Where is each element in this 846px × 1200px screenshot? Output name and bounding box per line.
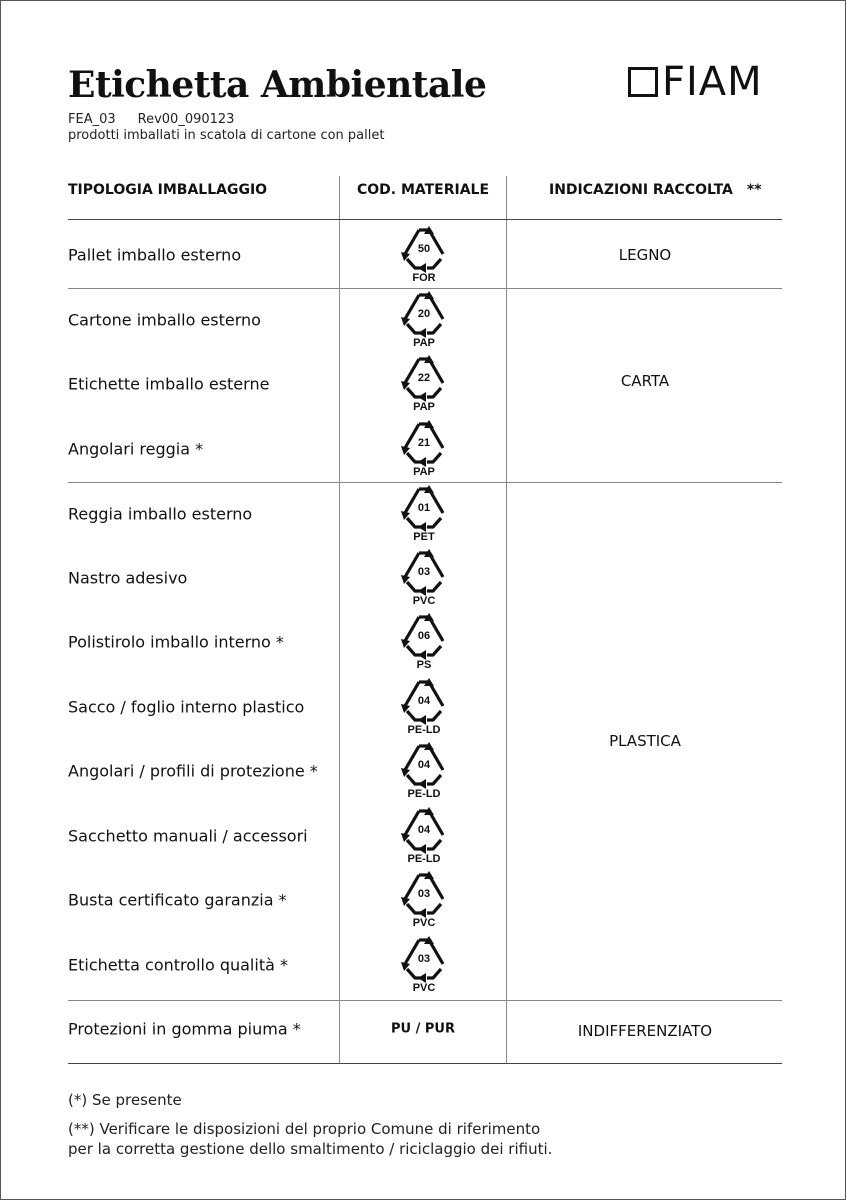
group-divider-plastica — [68, 1000, 782, 1001]
page-subtitle: prodotti imballati in scatola di cartone con pallet — [68, 128, 385, 143]
note-if-present: (*) Se presente — [68, 1091, 182, 1109]
row-label: Nastro adesivo — [68, 568, 188, 588]
recycling-material: PE-LD — [407, 724, 441, 736]
row-label: Cartone imballo esterno — [68, 310, 261, 330]
row-label: Sacco / foglio interno plastico — [68, 697, 305, 717]
logo-square-icon — [628, 67, 658, 97]
column-header-collection-label: INDICAZIONI RACCOLTA — [549, 182, 733, 198]
collection-legno: LEGNO — [618, 246, 672, 264]
recycling-symbol-icon — [397, 676, 451, 736]
row-label: Pallet imballo esterno — [68, 245, 242, 265]
recycling-material: FOR — [412, 272, 436, 284]
column-header-material: COD. MATERIALE — [356, 182, 490, 198]
column-header-collection-mark: ** — [746, 182, 762, 198]
row-label: Angolari / profili di protezione * — [68, 761, 318, 781]
recycling-code: 04 — [417, 824, 431, 836]
recycling-symbol-icon — [397, 353, 451, 413]
row-label: Reggia imballo esterno — [68, 504, 253, 524]
note-disposal-line1: (**) Verificare le disposizioni del proprio Comune di riferimento — [68, 1120, 541, 1138]
recycling-material: PAP — [413, 337, 435, 349]
recycling-material: PVC — [412, 917, 436, 929]
recycling-code: 04 — [417, 695, 431, 707]
brand-logo — [628, 59, 763, 105]
recycling-symbol-icon — [397, 740, 451, 800]
row-label: Angolari reggia * — [68, 439, 204, 459]
recycling-code: 03 — [417, 566, 431, 578]
collection-carta: CARTA — [620, 372, 670, 390]
recycling-code: 01 — [417, 502, 431, 514]
note-disposal-line2: per la corretta gestione dello smaltimento / riciclaggio dei rifiuti. — [68, 1140, 553, 1158]
recycling-code: 03 — [417, 953, 431, 965]
recycling-material: PVC — [412, 595, 436, 607]
recycling-code: 06 — [417, 630, 431, 642]
row-label: Busta certificato garanzia * — [68, 890, 287, 910]
recycling-code: 50 — [417, 243, 431, 255]
row-label: Protezioni in gomma piuma * — [68, 1019, 301, 1039]
revision-label: Rev00_090123 — [137, 112, 235, 127]
recycling-code: 22 — [417, 372, 431, 384]
recycling-code: 20 — [417, 308, 431, 320]
recycling-symbol-icon — [397, 805, 451, 865]
collection-plastica: PLASTICA — [609, 732, 681, 750]
column-header-type: TIPOLOGIA IMBALLAGGIO — [68, 182, 268, 198]
column-divider-2 — [506, 176, 507, 1063]
recycling-material: PE-LD — [407, 788, 441, 800]
recycling-symbol-icon — [397, 934, 451, 994]
collection-indifferenziato: INDIFFERENZIATO — [577, 1022, 713, 1040]
recycling-symbol-icon — [397, 483, 451, 543]
recycling-symbol-icon — [397, 289, 451, 349]
recycling-material: PAP — [413, 401, 435, 413]
recycling-symbol-icon — [397, 547, 451, 607]
row-label: Etichetta controllo qualità * — [68, 955, 288, 975]
recycling-symbol-icon — [397, 869, 451, 929]
recycling-code: 04 — [417, 759, 431, 771]
recycling-symbol-icon — [397, 418, 451, 478]
recycling-material: PVC — [412, 982, 436, 994]
row-label: Sacchetto manuali / accessori — [68, 826, 308, 846]
recycling-material: PE-LD — [407, 853, 441, 865]
material-text: PU / PUR — [391, 1021, 455, 1037]
document-code — [68, 112, 234, 127]
row-label: Etichette imballo esterne — [68, 374, 270, 394]
column-header-collection — [508, 182, 782, 198]
row-label: Polistirolo imballo interno * — [68, 632, 284, 652]
recycling-material: PET — [413, 531, 435, 543]
logo-text: FIAM — [662, 59, 763, 105]
note-disposal — [68, 1119, 552, 1159]
recycling-code: 21 — [417, 437, 431, 449]
recycling-material: PAP — [413, 466, 435, 478]
recycling-symbol-icon — [397, 224, 451, 284]
recycling-symbol-icon — [397, 611, 451, 671]
recycling-material: PS — [416, 659, 432, 671]
header-divider — [68, 219, 782, 220]
table-bottom-line — [68, 1063, 782, 1064]
document-code-label: FEA_03 — [68, 112, 116, 127]
page-title: Etichetta Ambientale — [68, 64, 487, 106]
recycling-code: 03 — [417, 888, 431, 900]
column-divider-1 — [339, 176, 340, 1063]
